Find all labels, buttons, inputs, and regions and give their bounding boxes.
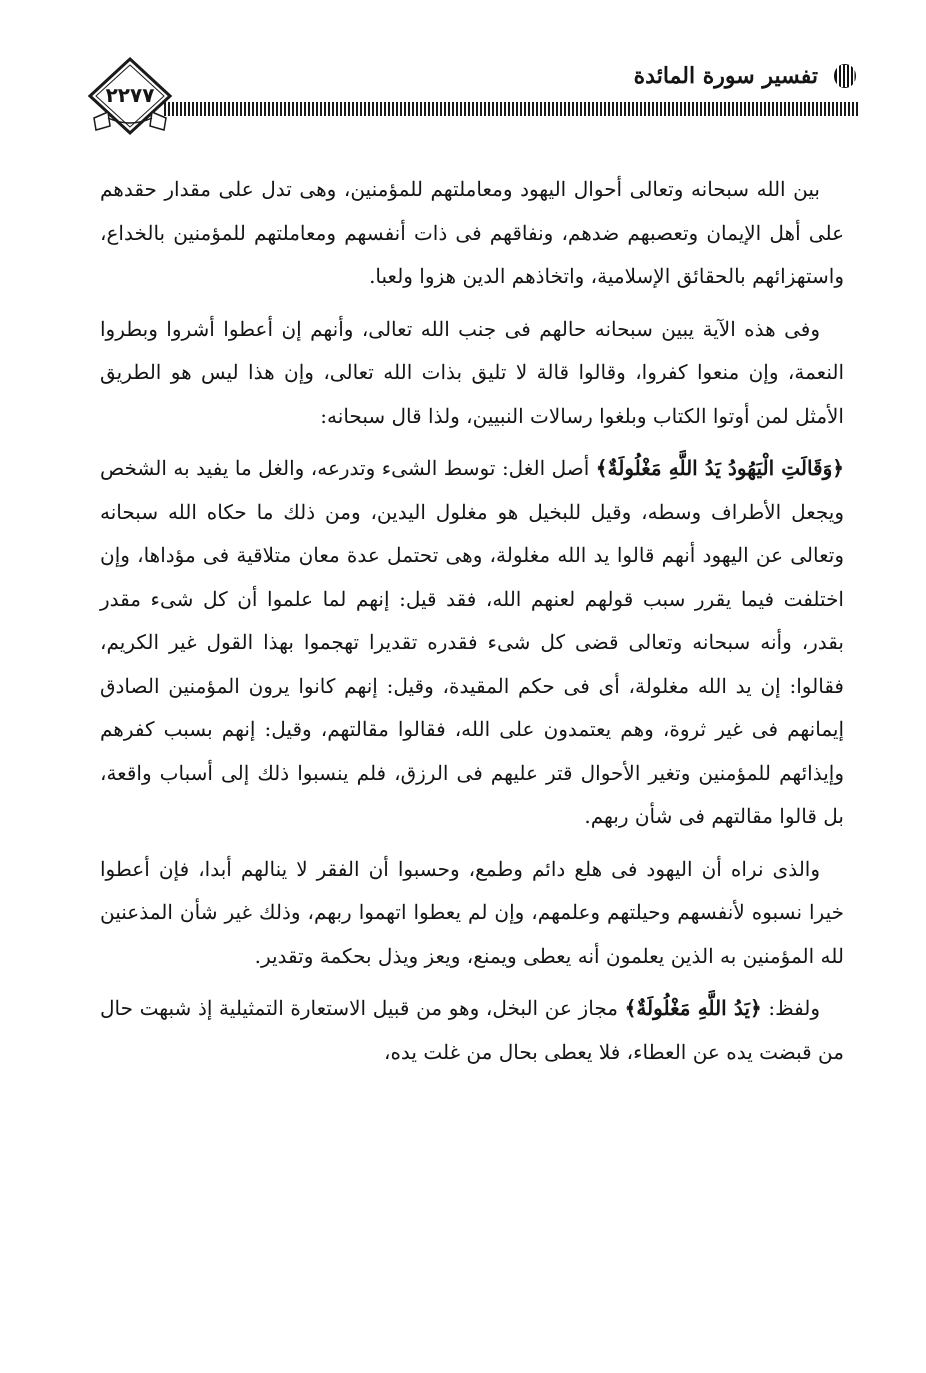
tafsir-body bbox=[100, 168, 844, 1083]
page-number: ٢٢٧٧ bbox=[105, 83, 155, 107]
paragraph-text: والذى نراه أن اليهود فى هلع دائم وطمع، وحسبوا أن الفقر لا ينالهم أبدا، فإن أعطوا خيرا نسبوه لأنفسهم وحيلتهم وعلمهم، وإن لم يعطوا اتهموا ربهم، وذلك غير شأن المذعنين لله المؤمنين به الذين يعلمون أنه يعطى ويمنع، ويعز ويذل بحكمة وتقدير. bbox=[100, 856, 844, 968]
paragraph-5 bbox=[100, 987, 844, 1074]
paragraph-2 bbox=[100, 308, 844, 439]
book-ornament-icon bbox=[832, 62, 858, 90]
page-number-badge bbox=[88, 56, 172, 140]
page-header bbox=[88, 56, 858, 146]
paragraph-4 bbox=[100, 848, 844, 979]
book-title: تفسير سورة المائدة bbox=[633, 63, 818, 89]
paragraph-3 bbox=[100, 447, 844, 839]
paragraph-text: وفى هذه الآية يبين سبحانه حالهم فى جنب الله تعالى، وأنهم إن أعطوا أشروا وبطروا النعمة، وإن منعوا كفروا، وقالوا قالة لا تليق بذات الله تعالى، وإن هذا ليس هو الطريق الأمثل لمن أوتوا الكتاب وبلغوا رسالات النبيين، ولذا قال سبحانه: bbox=[100, 316, 845, 428]
title-row bbox=[634, 62, 858, 90]
paragraph-lead: ولفظ: bbox=[761, 996, 820, 1020]
header-rule bbox=[164, 102, 858, 116]
paragraph-1 bbox=[100, 168, 844, 299]
paragraph-text: مجاز عن البخل، وهو من قبيل الاستعارة التمثيلية إذ شبهت حال من قبضت يده عن العطاء، فلا يعطى بحال من غلت يده، bbox=[100, 996, 844, 1064]
paragraph-text: أصل الغل: توسط الشىء وتدرعه، والغل ما يفيد به الشخص ويجعل الأطراف وسطه، وقيل للبخيل هو مغلول اليدين، ومن ذلك ما حكاه الله سبحانه وتعالى عن اليهود أنهم قالوا يد الله مغلولة، وهى تحتمل عدة معان متلاقية فى مؤداها، وإن اختلفت فيما يقرر سبب قولهم لعنهم الله، فقد قيل: إنهم لما علموا أن كل شىء مقدر بقدر، وأنه سبحانه وتعالى قضى كل شىء فقدره تقديرا تهجموا بهذا القول غير الكريم، فقالوا: إن يد الله مغلولة، أى فى حكم المقيدة، وقيل: إنهم كانوا يرون المؤمنين الصادق إيمانهم فى غير ثروة، وهم يعتمدون على الله، فقالوا مقالتهم، وقيل: إنهم بسبب كفرهم وإيذائهم للمؤمنين وتغير الأحوال قتر عليهم فى الرزق، فلم ينسبوا ذلك إلى أسباب واقعة، بل قالوا مقالتهم فى شأن ربهم. bbox=[100, 456, 844, 828]
paragraph-text: بين الله سبحانه وتعالى أحوال اليهود ومعاملتهم للمؤمنين، وهى تدل على مقدار حقدهم على أهل الإيمان وتعصبهم ضدهم، ونفاقهم فى ذات أنفسهم ومعاملتهم للمؤمنين بالخداع، واستهزائهم بالحقائق الإسلامية، واتخاذهم الدين هزوا ولعبا. bbox=[100, 177, 844, 288]
quran-verse: ﴿يَدُ اللَّهِ مَغْلُولَةٌ﴾ bbox=[624, 996, 762, 1020]
quran-verse: ﴿وَقَالَتِ الْيَهُودُ يَدُ اللَّهِ مَغْلُولَةٌ﴾ bbox=[595, 456, 844, 480]
